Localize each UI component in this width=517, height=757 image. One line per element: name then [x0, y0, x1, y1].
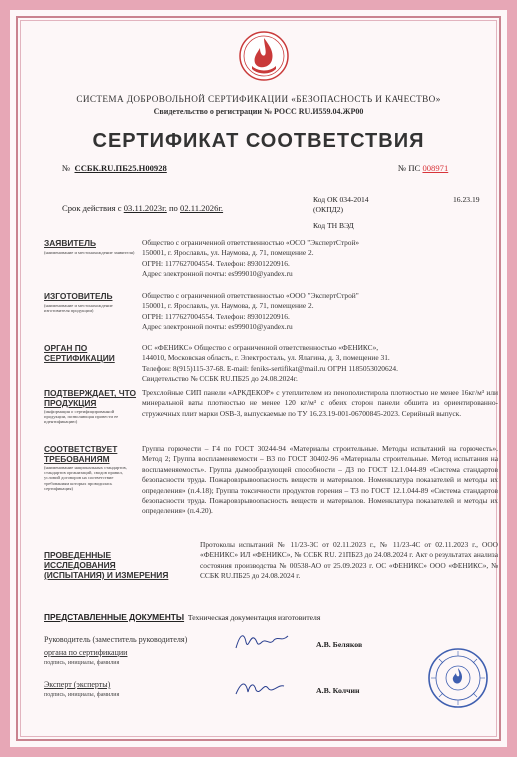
tests-label-line: ПРОВЕДЕННЫЕ	[44, 550, 112, 560]
fire-safety-logo-icon	[238, 30, 290, 82]
head-name: А.В. Беляков	[316, 640, 363, 649]
documents-row	[44, 612, 320, 622]
head-sub: подпись, инициалы, фамилия	[44, 660, 120, 666]
manufacturer-line: Адрес электронной почты: es999010@yandex.ru	[142, 322, 293, 332]
validity-to-word: по	[168, 203, 178, 213]
cert-body-line: Телефон: 8(915)115-37-68. E-mail: feniks-sertifikat@mail.ru ОГРН 1185053020624.	[142, 363, 398, 373]
applicant-text	[142, 238, 498, 280]
ps-prefix: № ПС	[398, 163, 421, 173]
head-signature	[232, 628, 292, 654]
system-name: СИСТЕМА ДОБРОВОЛЬНОЙ СЕРТИФИКАЦИИ «БЕЗОПАСНОСТЬ И КАЧЕСТВО»	[76, 94, 441, 104]
ok-code-label: Код ОК 034-2014 (ОКПД2)	[313, 195, 369, 214]
applicant-sub: (наименование и местонахождение заявителя)	[44, 250, 135, 255]
documents-label: ПРЕДСТАВЛЕННЫЕ ДОКУМЕНТЫ	[44, 612, 185, 622]
applicant-label: ЗАЯВИТЕЛЬ	[44, 238, 96, 248]
product-label-line: ПОДТВЕРЖДАЕТ, ЧТО	[44, 388, 137, 398]
manufacturer-line: 150001, г. Ярославль, ул. Наумова, д. 71, помещение 2.	[142, 301, 314, 311]
product-sub: (информация о сертифицированной продукции, позволяющая провести ее идентификацию)	[44, 409, 119, 425]
tnved-code-label: Код ТН ВЭД	[313, 221, 354, 230]
applicant-line: ОГРН: 1177627004554. Телефон: 89301220916.	[142, 258, 290, 268]
cert-body-line: ОС «ФЕНИКС» Общество с ограниченной ответственностью «ФЕНИКС»,	[142, 343, 379, 352]
manufacturer-sub: (наименование и местонахождение изготовителя продукции)	[44, 303, 113, 314]
requirements-text: Группа горючести – Г4 по ГОСТ 30244-94 «Материалы строительные. Методы испытаний на горючесть». Метод 2; Группа воспламеняемости – В3 по ГОСТ 30402-96 «Материалы строительные. Метод испытания на воспламеняемость». Группа дымообразующей способности – Д3 по ГОСТ 12.1.044-89 «Система стандартов безопасности труда. Пожаровзрывоопасность веществ и материалов. Номенклатура показателей и методы их определения» (п.4.18); Группа токсичности продуктов горения – Т3 по ГОСТ 12.1.044-89 «Система стандартов безопасности труда. Пожаровзрывоопасность веществ и материалов. Номенклатура показателей и методы их определения» (п.4.20).	[142, 444, 498, 516]
requirements-sub: (наименование национальных стандартов, стандартов организаций, сводов правил, условий договоров на соответствие требованиям которых проводилась сертификация)	[44, 465, 127, 491]
head-title-2: органа по сертификации	[44, 648, 128, 657]
product-label-line: ПРОДУКЦИЯ	[44, 398, 97, 408]
manufacturer-line: Общество с ограниченной ответственностью «ООО "ЭкспертСтрой"	[142, 291, 359, 300]
cert-body-label-line: СЕРТИФИКАЦИИ	[44, 353, 115, 363]
head-title: Руководитель (заместитель руководителя)	[44, 635, 188, 644]
manufacturer-line: ОГРН: 1177627004554. Телефон: 89301220916.	[142, 311, 290, 321]
manufacturer-label: ИЗГОТОВИТЕЛЬ	[44, 291, 113, 301]
validity-period	[62, 203, 223, 213]
requirements-label-line: ТРЕБОВАНИЯМ	[44, 454, 110, 464]
applicant-line: Общество с ограниченной ответственностью «ОСО "ЭкспертСтрой»	[142, 238, 360, 247]
number-prefix: №	[62, 163, 71, 173]
validity-to: 02.11.2026г.	[180, 203, 224, 213]
validity-label: Срок действия с	[62, 203, 122, 213]
validity-from: 03.11.2023г.	[123, 203, 167, 213]
documents-text: Техническая документация изготовителя	[187, 613, 321, 622]
tests-label-line: ИССЛЕДОВАНИЯ	[44, 560, 116, 570]
product-label	[44, 388, 136, 408]
cert-body-line: Свидетельство № ССБК RU.ПБ25 до 24.08.2024г.	[142, 374, 298, 384]
certificate-number	[62, 163, 167, 173]
tests-text: Протоколы испытаний № 11/23-3С от 02.11.2023 г., № 11/23-4С от 02.11.2023 г., ООО «ФЕНИКС» ИЛ «ФЕНИКС», № ССБК RU. 21ПБ23 до 24.08.2024 г. Акт о результатах анализа состояния производства № 00538-АО от 25.09.2023 г. ОС «ФЕНИКС» ООО «ФЕНИКС», № ССБК RU.ПБ25 до 24.08.2024 г.	[200, 540, 498, 581]
page-title: СЕРТИФИКАТ СООТВЕТСТВИЯ	[92, 130, 425, 152]
cert-body-text	[142, 343, 498, 385]
ps-value: 008971	[422, 163, 449, 173]
number-value: ССБК.RU.ПБ25.Н00928	[74, 163, 167, 173]
ok-code-value: 16.23.19	[453, 195, 480, 204]
expert-name: А.В. Колчин	[316, 686, 360, 695]
ps-number	[398, 163, 448, 173]
product-text: Трехслойные СИП панели «АРКДЕКОР» с утеплителем из пенополистирола плотностью не менее 16кг/м³ или минеральной ваты плотностью не менее 120 кг/м³ с обеих сторон панели обшита из ориентированно-стружечных плит марки OSB-3, выпускаемые по ТУ 16.23.19-001-06700845-2023. Серийный выпуск.	[142, 388, 498, 418]
expert-sub: подпись, инициалы, фамилия	[44, 692, 120, 698]
applicant-line: 150001, г. Ярославль, ул. Наумова, д. 71, помещение 2.	[142, 248, 314, 258]
expert-title: Эксперт (эксперты)	[44, 680, 111, 689]
registration-line: Свидетельство о регистрации № РОСС RU.И559.04.ЖР00	[153, 107, 364, 116]
cert-body-label-line: ОРГАН ПО	[44, 343, 88, 353]
certification-stamp-icon	[427, 647, 489, 709]
requirements-label	[44, 444, 117, 464]
manufacturer-text	[142, 291, 498, 333]
tests-label-line: (ИСПЫТАНИЯ) И ИЗМЕРЕНИЯ	[44, 570, 169, 580]
cert-body-label	[44, 343, 115, 363]
tests-label	[44, 550, 168, 580]
applicant-line: Адрес электронной почты: es999010@yandex.ru	[142, 269, 293, 279]
expert-signature	[232, 676, 288, 700]
requirements-label-line: СООТВЕТСТВУЕТ	[44, 444, 118, 454]
cert-body-line: 144010, Московская область, г. Электросталь, ул. Ялагина, д. 3, помещение 31.	[142, 353, 390, 363]
